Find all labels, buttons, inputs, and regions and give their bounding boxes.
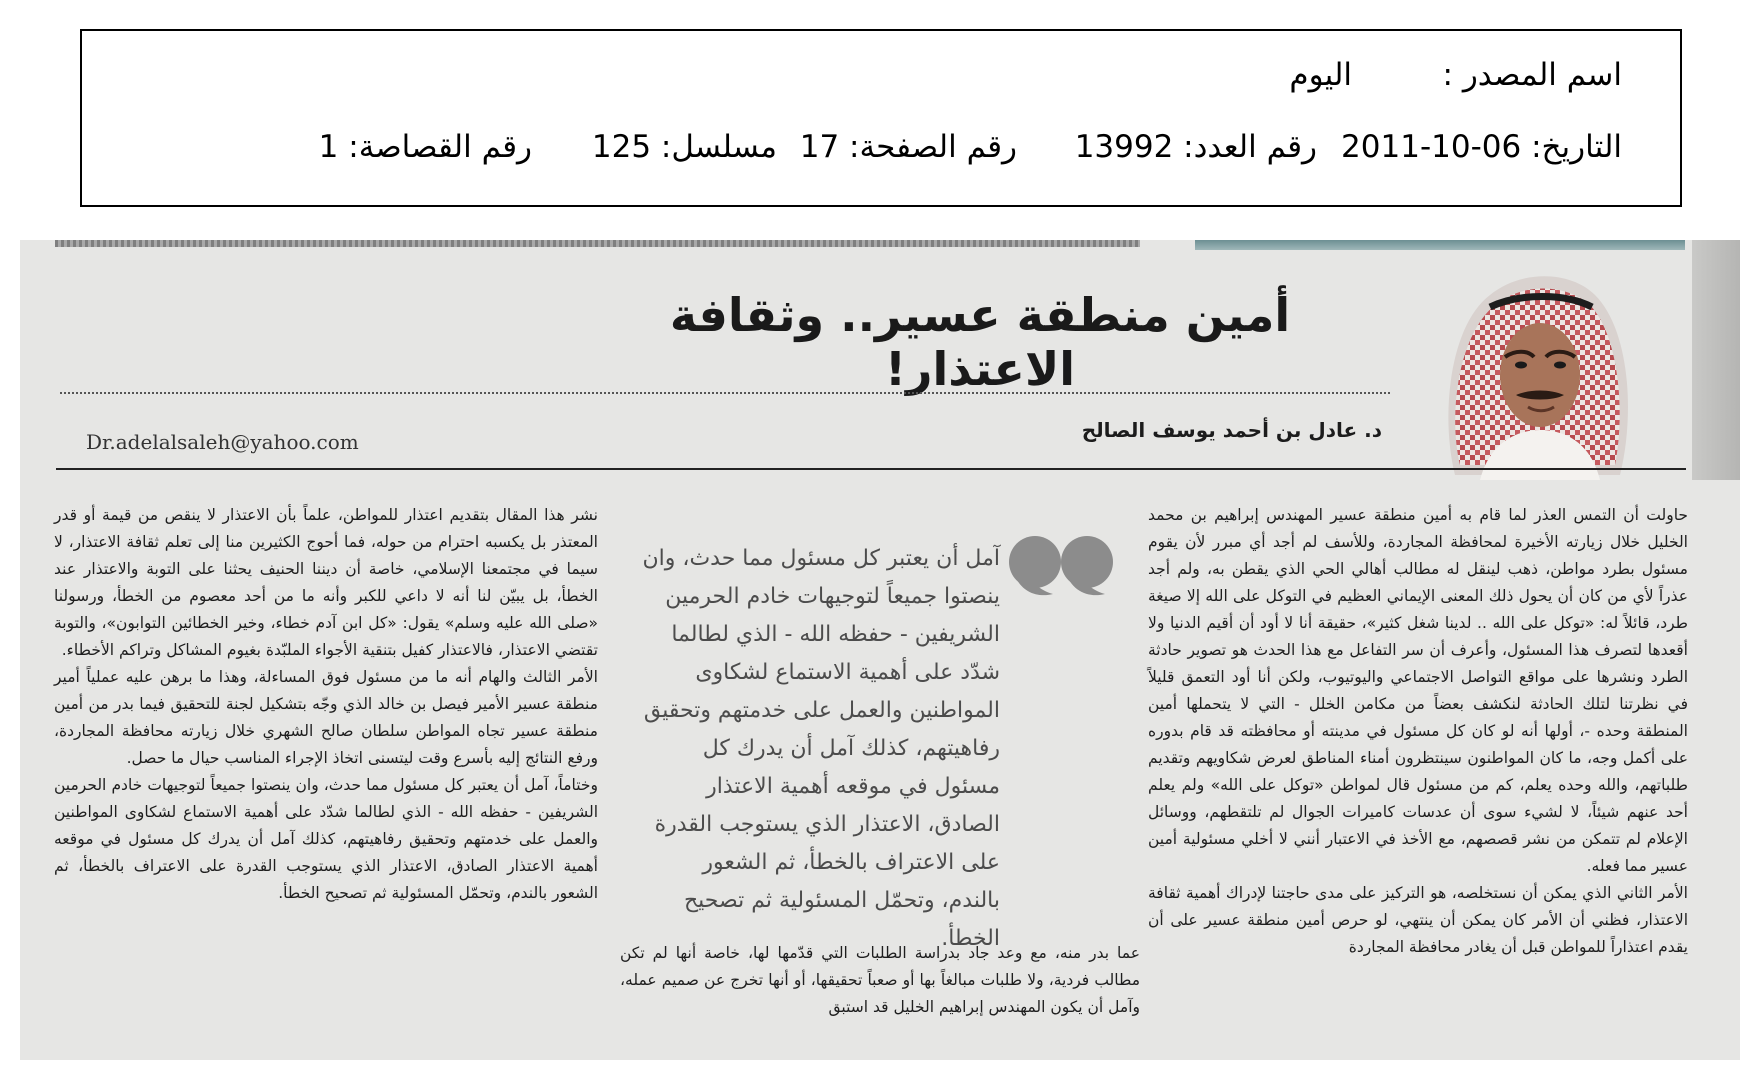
clipping-metadata-box: [80, 29, 1682, 207]
paragraph: حاولت أن التمس العذر لما قام به أمين منطقة عسير المهندس إبراهيم بن محمد الخليل خلال زيارته الأخيرة لمحافظة المجاردة، وللأسف لم أجد أي مبرر لأن يقوم مسئول بطرد مواطن، ذهب لينقل له مطالب أهالي الحي الذي يقطن به، ولم أجد عذراً لأي من كان أن يحول ذلك المعنى الإيماني العظيم في التوكل على الله إلا صيغة طرد، قائلاً له: «توكل على الله .. لدينا شغل كثير»، حقيقة أنا لا أود أن أقيم الدنيا ولا أقعدها لتصرف هذا المسئول، وأعرف أن سر التفاعل مع هذا الحدث هو تصوير حادثة الطرد ونشرها على مواقع التواصل الاجتماعي واليوتيوب، ولكن أنا أود التعمق قليلاً في نظرتنا لتلك الحادثة لنكشف بعضاً من مكامن الخلل - التي لا يتحملها أمين المنطقة وحده -، أولها أنه لو كان كل مسئول في مدينته أو محافظته قد قام بدوره على أكمل وجه، ما كان المواطنون سينتظرون أمناء المناطق لعرض شكاويهم وتقديم طلباتهم، والله وحده يعلم، كم من مسئول قال لمواطن «توكل على الله» ولم يعلم أحد عنهم شيئاً، لا لشيء سوى أن عدسات كاميرات الجوال لم تلتقطهم، ووسائل الإعلام لم تتمكن من نشر قصصهم، مع الأخذ في الاعتبار أنني لا أخلي مسئولية أمين عسير مما فعله.: [1148, 506, 1688, 875]
date-field: التاريخ: 06-10-2011: [1341, 129, 1622, 165]
paragraph: نشر هذا المقال بتقديم اعتذار للمواطن، علماً بأن الاعتذار لا ينقص من قيمة أو قدر المعتذر بل يكسبه احترام من حوله، فما أحوج الكثيرين منا إلى تعلم ثقافة الاعتذار، لا سيما في مجتمعنا الإسلامي، خاصة أن ديننا الحنيف يحثنا على التوبة والاعتذار عند الخطأ، بل يبيّن لنا أنه لا داعي للكبر وأنه ما من أحد معصوم من الخطأ، ورسولنا «صلى الله عليه وسلم» يقول: «كل ابن آدم خطاء، وخير الخطائين التوابون»، والتوبة تقتضي الاعتذار، فالاعتذار كفيل بتنقية الأجواء الملبّدة بغيوم المشاكل وتراكم الأخطاء.: [54, 506, 598, 659]
paragraph: الأمر الثاني الذي يمكن أن نستخلصه، هو التركيز على مدى حاجتنا لإدراك أهمية ثقافة الاعتذار، فظني أن الأمر كان يمكن أن ينتهي، لو حرص أمين منطقة عسير على أن يقدم اعتذاراً للمواطن قبل أن يغادر محافظة المجاردة: [1148, 884, 1688, 956]
paragraph: وختاماً، آمل أن يعتبر كل مسئول مما حدث، وان ينصتوا جميعاً لتوجيهات خادم الحرمين الشريفين - حفظه الله - الذي لطالما شدّد على أهمية الاستماع لشكاوى المواطنين والعمل على خدمتهم وتحقيق رفاهيتهم، كذلك آمل أن يدرك كل مسئول في موقعه أهمية الاعتذار الصادق، الاعتذار الذي يستوجب القدرة على الاعتراف بالخطأ، ثم الشعور بالندم، وتحمّل المسئولية ثم تصحيح الخطأ.: [54, 776, 598, 902]
quote-mark-icon: [1005, 530, 1117, 600]
serial-field: مسلسل: 125: [591, 129, 777, 165]
author-byline: د. عادل بن أحمد يوسف الصالح: [1081, 418, 1382, 442]
top-rule-right: [1195, 240, 1685, 250]
author-email[interactable]: Dr.adelalsaleh@yahoo.com: [86, 430, 359, 454]
details-row: [319, 129, 1622, 165]
adjacent-page-strip: [1692, 240, 1740, 480]
author-portrait: [1420, 265, 1650, 480]
newspaper-clipping: [20, 240, 1740, 1060]
article-column-right: [1148, 502, 1688, 961]
header-divider: [56, 468, 1686, 470]
page-number-field: رقم الصفحة: 17: [799, 129, 1017, 165]
top-rule-left: [55, 240, 1140, 247]
clip-number-field: رقم القصاصة: 1: [318, 129, 532, 165]
article-headline: أمين منطقة عسير.. وثقافة الاعتذار!: [669, 288, 1291, 396]
article-column-left: [54, 502, 598, 907]
article-column-middle: عما بدر منه، مع وعد جاد بدراسة الطلبات التي قدّمها لها، خاصة أنها لم تكن مطالب فردية، ولا طلبات مبالغاً بها أو صعباً تحقيقها، أو أنها تخرج عن صميم عمله، وآمل أن يكون المهندس إبراهيم الخليل قد استبق: [620, 944, 1140, 1016]
issue-number-field: رقم العدد: 13992: [1074, 129, 1317, 165]
paragraph: الأمر الثالث والهام أنه ما من مسئول فوق المساءلة، وهذا ما برهن عليه عملياً أمير منطقة عسير الأمير فيصل بن خالد الذي وجّه بتشكيل لجنة للتحقيق فيما بدر من أمين منطقة عسير تجاه المواطن سلطان صالح الشهري خلال زيارته محافظة المجاردة، ورفع النتائج إليه بأسرع وقت ليتسنى اتخاذ الإجراء المناسب حيال ما حصل.: [54, 668, 598, 767]
source-label: اسم المصدر :: [1442, 57, 1622, 93]
source-row: [1289, 57, 1622, 93]
dotted-divider: [60, 392, 1390, 394]
source-value: اليوم: [1289, 57, 1352, 93]
pull-quote: آمل أن يعتبر كل مسئول مما حدث، وان ينصتوا جميعاً لتوجيهات خادم الحرمين الشريفين - حفظه الله - الذي لطالما شدّد على أهمية الاستماع لشكاوى المواطنين والعمل على خدمتهم وتحقيق رفاهيتهم، كذلك آمل أن يدرك كل مسئول في موقعه أهمية الاعتذار الصادق، الاعتذار الذي يستوجب القدرة على الاعتراف بالخطأ، ثم الشعور بالندم، وتحمّل المسئولية ثم تصحيح الخطأ.: [642, 546, 1000, 951]
